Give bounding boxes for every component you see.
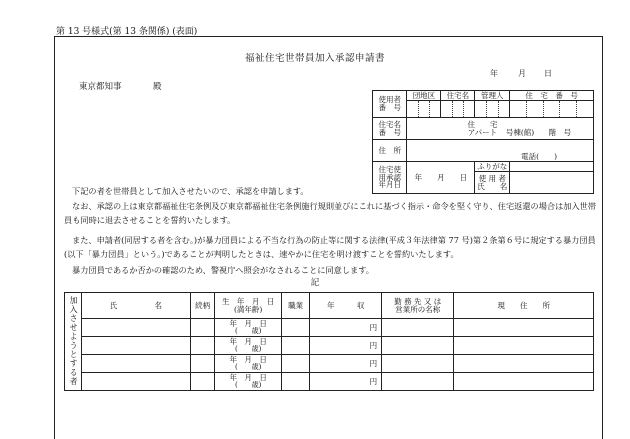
form-id: 第 13 号様式(第 13 条関係) (表面) — [56, 27, 198, 37]
member-income[interactable] — [310, 337, 382, 355]
member-job[interactable] — [281, 373, 309, 391]
phone-label: 電話( ) — [521, 152, 557, 162]
birth-age: ( 歳) — [234, 362, 262, 371]
member-name[interactable] — [81, 319, 190, 337]
yen-label: 円 — [369, 322, 378, 332]
house-apartment: 住 宅 アパート — [467, 119, 498, 137]
birth-age: ( 歳) — [234, 380, 262, 389]
member-job[interactable] — [281, 337, 309, 355]
ki-label: 記 — [310, 278, 320, 288]
honorific: 殿 — [153, 82, 162, 92]
paragraph-3: また、申請者(同居する者を含む。)が暴力団員による不当な行為の防止等に関する法律(平成３年法律第 77 号)第２条第６号に規定する暴力団員(以下「暴力団員」という。)であることが判明したときは、速やかに住宅を明け渡すことを誓約いたします。 — [64, 235, 596, 259]
birth-ymd: 年 月 日 — [229, 318, 267, 328]
approval-date-label: 住宅使 用承認 年月日 — [373, 162, 407, 194]
user-name-label: 使 用 者 氏 名 — [475, 172, 510, 194]
member-name[interactable] — [81, 373, 190, 391]
member-income[interactable] — [310, 355, 382, 373]
side-label: 加入させようとする者 — [69, 295, 79, 386]
member-birth[interactable] — [215, 373, 282, 391]
member-workplace[interactable] — [382, 319, 454, 337]
member-row — [65, 373, 594, 391]
address-value[interactable] — [407, 118, 594, 140]
member-job[interactable] — [281, 319, 309, 337]
date-month: 月 — [518, 69, 526, 78]
member-job[interactable] — [281, 355, 309, 373]
member-address[interactable] — [454, 355, 594, 373]
paragraph-1: 下記の者を世帯員として加入させたいので、承認を申請します。 — [72, 186, 309, 196]
member-income[interactable] — [310, 319, 382, 337]
user-no-label: 使用者 番 号 — [373, 91, 407, 118]
member-relation[interactable] — [190, 337, 215, 355]
member-row — [65, 355, 594, 373]
col-workplace: 勤 務 先 又 は 営業所の名称 — [382, 293, 454, 319]
birth-ymd: 年 月 日 — [229, 336, 267, 346]
address-label: 住宅名 番 号 — [373, 118, 407, 140]
member-workplace[interactable] — [382, 373, 454, 391]
manager-box[interactable] — [475, 101, 510, 118]
col-name: 氏 名 — [81, 293, 190, 319]
building-no: 号棟(館) — [505, 127, 535, 137]
district-box[interactable] — [407, 101, 441, 118]
member-income[interactable] — [310, 373, 382, 391]
col-job: 職業 — [281, 293, 309, 319]
member-address[interactable] — [454, 319, 594, 337]
yen-label: 円 — [369, 358, 378, 368]
col-district: 団地区 — [407, 91, 441, 101]
form-title: 福祉住宅世帯員加入承認申請書 — [244, 53, 385, 64]
member-workplace[interactable] — [382, 355, 454, 373]
col-address: 現 住 所 — [454, 293, 594, 319]
member-address[interactable] — [454, 373, 594, 391]
col-relation: 続柄 — [190, 293, 215, 319]
furigana-value[interactable] — [510, 162, 594, 172]
applicant-table — [372, 90, 594, 194]
col-house-no: 住 宅 番 号 — [510, 91, 594, 101]
furigana-label: ふりがな — [475, 162, 510, 172]
birth-ymd: 年 月 日 — [229, 354, 267, 364]
date-day: 日 — [544, 69, 552, 78]
house-no-box[interactable] — [510, 101, 594, 118]
paragraph-4: 暴力団員であるか否かの確認のため、警視庁へ照会がなされることに同意します。 — [72, 265, 374, 275]
member-birth[interactable] — [215, 319, 282, 337]
paragraph-2: なお、承認の上は東京都福祉住宅条例及び東京都福祉住宅条例施行規則並びにこれに基づく指示・命令を堅く守り、住宅返還の場合は加入世帯員も同時に退去させることを誓約いたします。 — [64, 201, 597, 225]
member-birth[interactable] — [215, 355, 282, 373]
members-table — [64, 292, 594, 391]
birth-age: ( 歳) — [234, 326, 262, 335]
col-manager: 管理人 — [475, 91, 510, 101]
member-workplace[interactable] — [382, 337, 454, 355]
member-relation[interactable] — [190, 355, 215, 373]
member-row — [65, 337, 594, 355]
col-birth: 生 年 月 日 (満年齢) — [215, 293, 282, 319]
birth-age: ( 歳) — [234, 344, 262, 353]
member-address[interactable] — [454, 337, 594, 355]
member-name[interactable] — [81, 337, 190, 355]
member-name[interactable] — [81, 355, 190, 373]
yen-label: 円 — [369, 340, 378, 350]
member-birth[interactable] — [215, 337, 282, 355]
member-relation[interactable] — [190, 319, 215, 337]
col-house-name: 住宅名 — [441, 91, 475, 101]
member-row — [65, 319, 594, 337]
floor: 階 号 — [548, 127, 572, 137]
side-label-cell — [65, 293, 82, 391]
col-income: 年 収 — [310, 293, 382, 319]
residence-value[interactable] — [407, 140, 594, 162]
member-relation[interactable] — [190, 373, 215, 391]
house-name-box[interactable] — [441, 101, 475, 118]
yen-label: 円 — [369, 376, 378, 386]
approval-date-value[interactable]: 年 月 日 — [407, 162, 475, 194]
birth-ymd: 年 月 日 — [229, 372, 267, 382]
addressee: 東京都知事 — [79, 82, 122, 92]
residence-label: 住 所 — [373, 140, 407, 162]
date-year: 年 — [490, 69, 498, 78]
